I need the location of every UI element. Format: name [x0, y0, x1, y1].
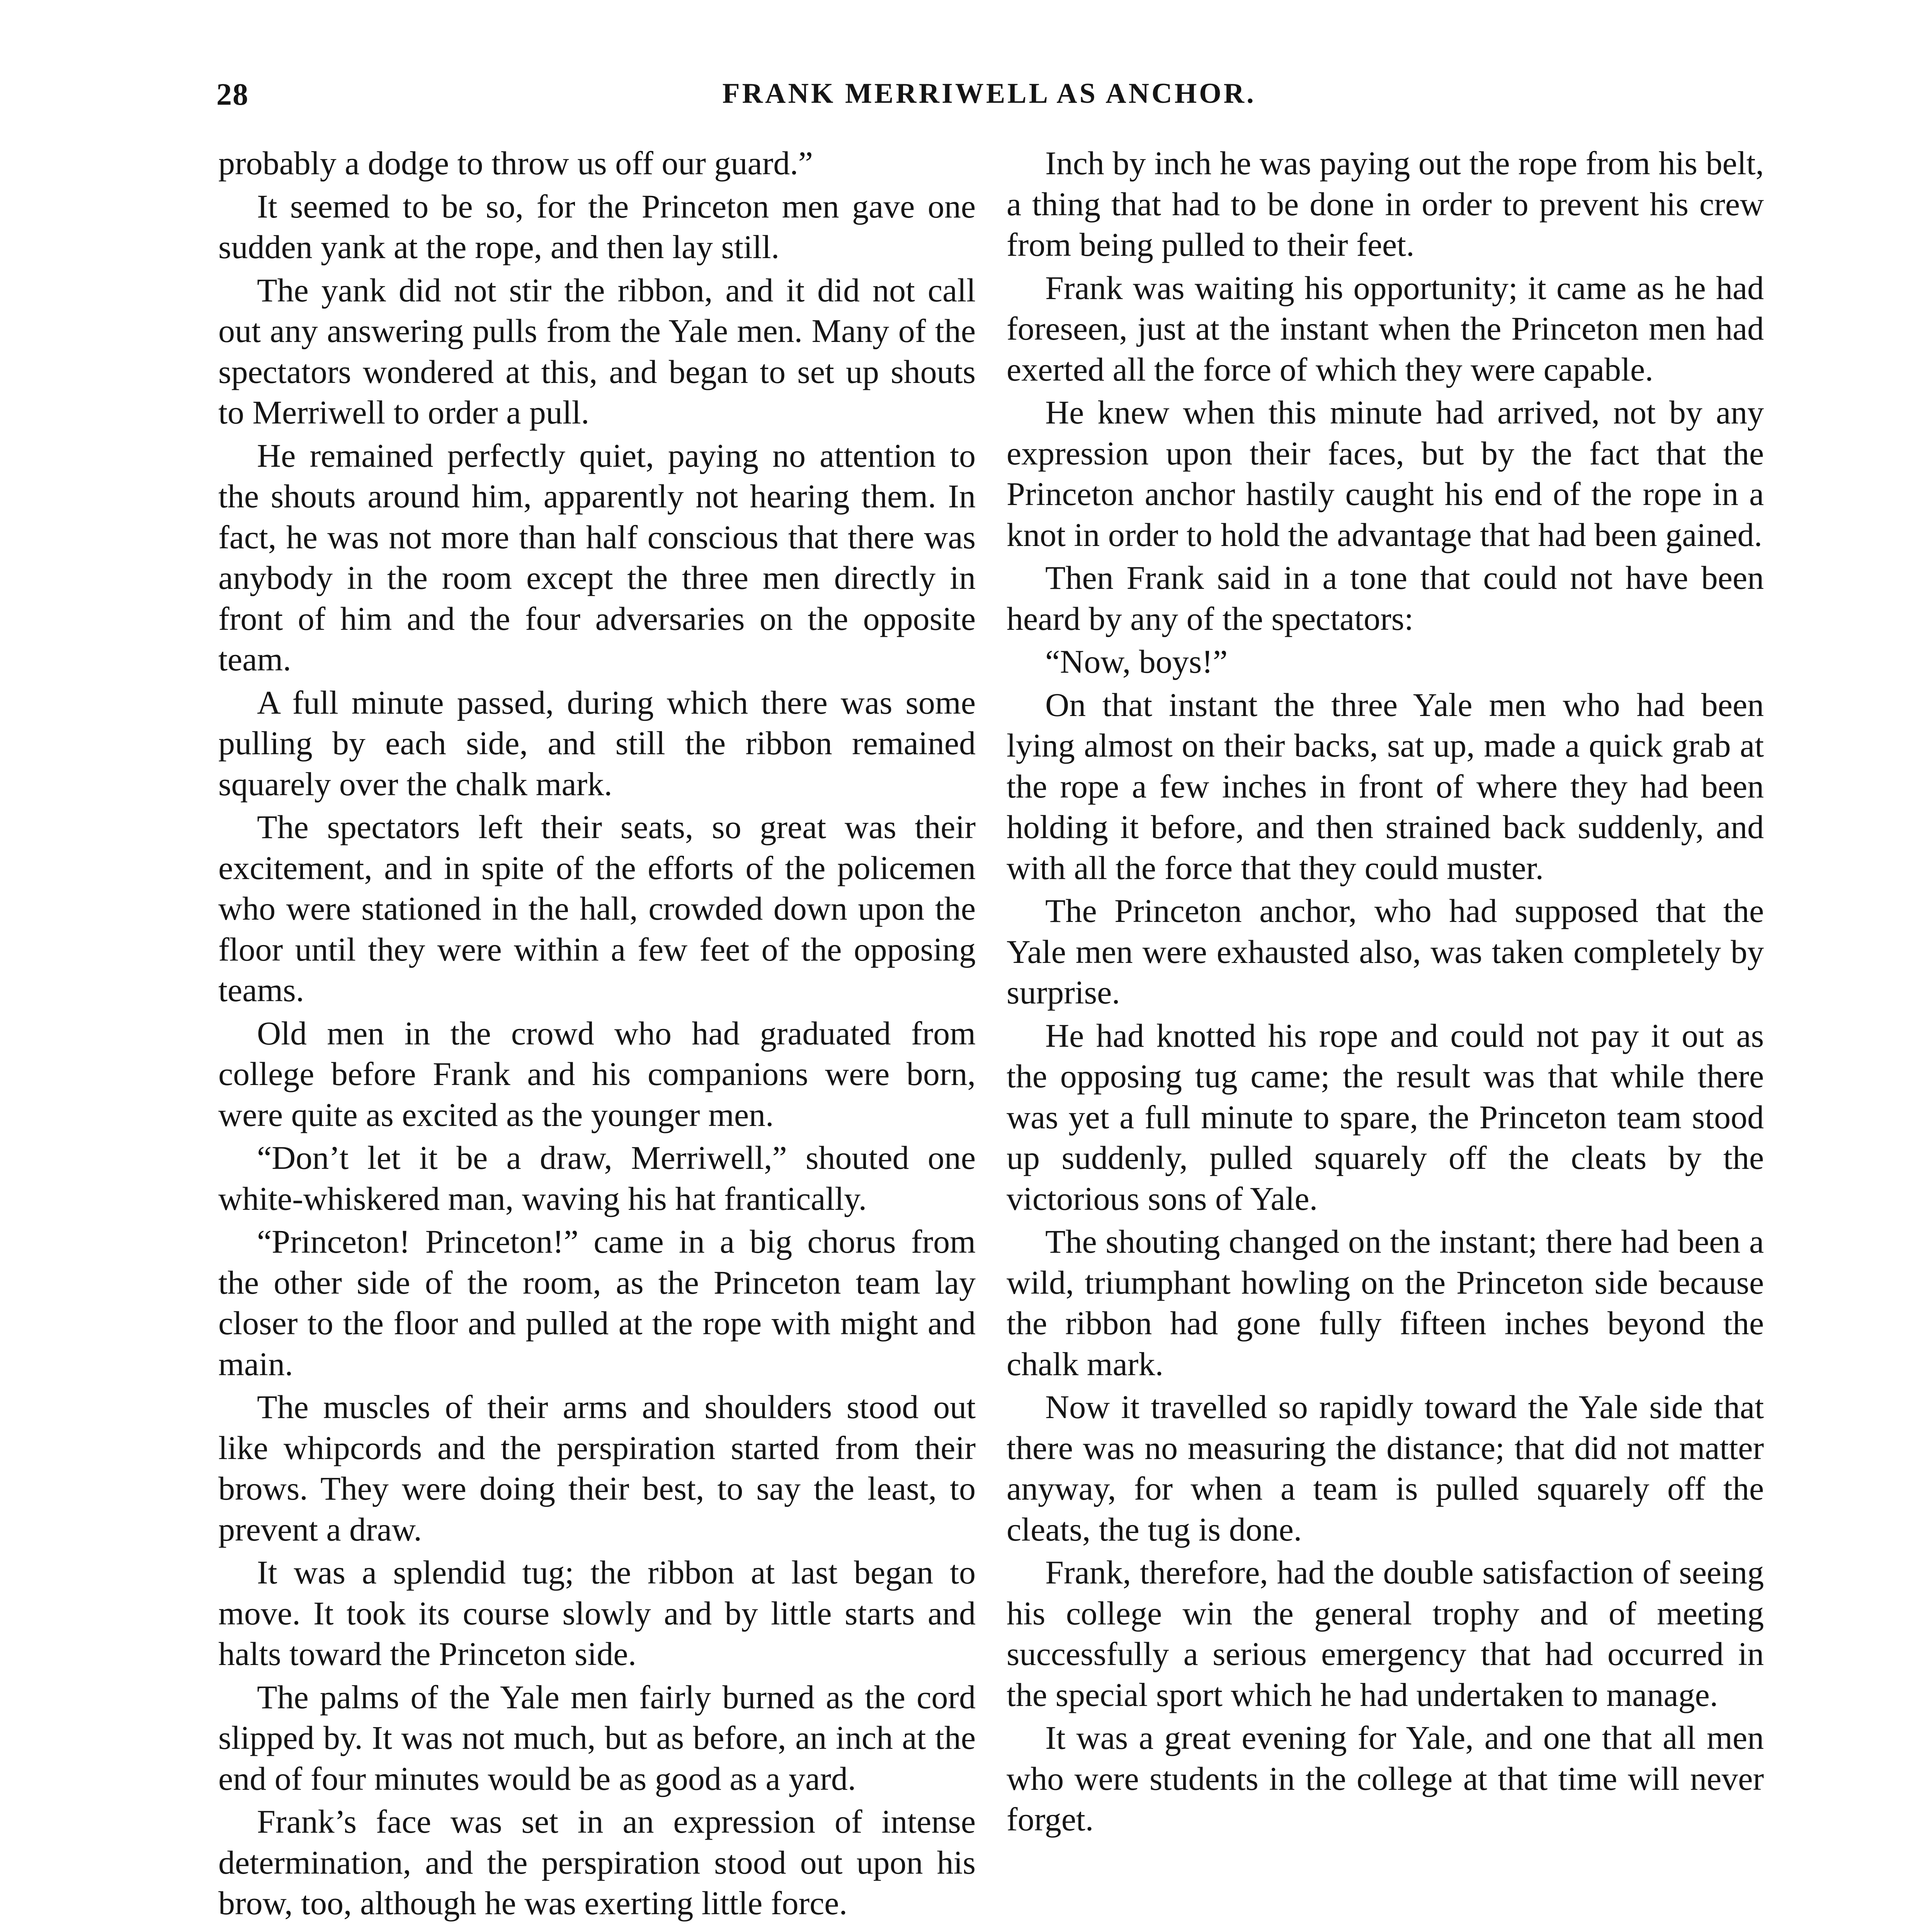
paragraph: The palms of the Yale men fairly burned as the cord slipped by. It was not much, but as before, an inch at the end of four minutes would be as good as a yard.: [218, 1678, 976, 1797]
paragraph: The spectators left their seats, so great was their excitement, and in spite of the efforts of the policemen who were stationed in the hall, crowded down upon the floor until they were within a few feet of the opposing teams.: [218, 808, 976, 1009]
paragraph: “Princeton! Princeton!” came in a big chorus from the other side of the room, as the Princeton team lay closer to the floor and pulled at the rope with might and main.: [218, 1223, 976, 1383]
paragraph: “Now, boys!”: [1045, 643, 1228, 680]
paragraph: Old men in the crowd who had graduated from college before Frank and his companions were born, were quite as excited as the younger men.: [218, 1014, 976, 1133]
paragraph: Frank was waiting his opportunity; it came as he had foreseen, just at the instant when the Princeton men had exerted all the force of which they were capable.: [1007, 269, 1764, 388]
paragraph: Frank’s face was set in an expression of intense determination, and the perspiration stood out upon his brow, too, although he was exerting little force.: [218, 1803, 976, 1922]
paragraph: Inch by inch he was paying out the rope from his belt, a thing that had to be done in order to prevent his crew from being pulled to their feet.: [1007, 145, 1764, 263]
paragraph: Frank, therefore, had the double satisfaction of seeing his college win the general trophy and of meeting successfully a serious emergency that had occurred in the special sport which he had undertaken to manage.: [1007, 1554, 1764, 1713]
paragraph: Now it travelled so rapidly toward the Yale side that there was no measuring the distance; that did not matter anyway, for when a team is pulled squarely off the cleats, the tug is done.: [1007, 1388, 1764, 1548]
right-column: [1007, 143, 1764, 1842]
left-column: [218, 143, 976, 1926]
page-header: [216, 77, 1762, 124]
paragraph: He knew when this minute had arrived, not by any expression upon their faces, but by the fact that the Princeton anchor hastily caught his end of the rope in a knot in order to hold the advantage that had been gained.: [1007, 394, 1764, 553]
paragraph: It was a great evening for Yale, and one that all men who were students in the college at that time will never forget.: [1007, 1719, 1764, 1838]
paragraph: The shouting changed on the instant; there had been a wild, triumphant howling on the Princeton side because the ribbon had gone fully fifteen inches beyond the chalk mark.: [1007, 1223, 1764, 1383]
paragraph: probably a dodge to throw us off our guard.”: [218, 145, 813, 182]
paragraph: He had knotted his rope and could not pay it out as the opposing tug came; the result was that while there was yet a full minute to spare, the Princeton team stood up suddenly, pulled squarely off the cleats by the victorious sons of Yale.: [1007, 1017, 1764, 1217]
paragraph: He remained perfectly quiet, paying no attention to the shouts around him, apparently not hearing them. In fact, he was not more than half conscious that there was anybody in the room except the three men directly in front of him and the four adversaries on the opposite team.: [218, 437, 976, 678]
paragraph: It was a splendid tug; the ribbon at last began to move. It took its course slowly and by little starts and halts toward the Princeton side.: [218, 1554, 976, 1672]
running-title: FRANK MERRIWELL AS ANCHOR.: [722, 78, 1256, 109]
paragraph: On that instant the three Yale men who had been lying almost on their backs, sat up, made a quick grab at the rope a few inches in front of where they had been holding it before, and then strained back suddenly, and with all the force that they could muster.: [1007, 686, 1764, 886]
paragraph: A full minute passed, during which there was some pulling by each side, and still the ribbon remained squarely over the chalk mark.: [218, 684, 976, 803]
paragraph: The muscles of their arms and shoulders stood out like whipcords and the perspiration started from their brows. They were doing their best, to say the least, to prevent a draw.: [218, 1388, 976, 1548]
paragraph: It seemed to be so, for the Princeton men gave one sudden yank at the rope, and then lay still.: [218, 187, 976, 265]
paragraph: “Don’t let it be a draw, Merriwell,” shouted one white-whiskered man, waving his hat frantically.: [218, 1139, 976, 1217]
paragraph: The yank did not stir the ribbon, and it did not call out any answering pulls from the Yale men. Many of the spectators wondered at this, and began to set up shouts to Merriwell to order a pull.: [218, 271, 976, 431]
paragraph: The Princeton anchor, who had supposed that the Yale men were exhausted also, was taken completely by surprise.: [1007, 892, 1764, 1011]
paragraph: Then Frank said in a tone that could not have been heard by any of the spectators:: [1007, 559, 1764, 637]
page-number: 28: [216, 78, 249, 112]
